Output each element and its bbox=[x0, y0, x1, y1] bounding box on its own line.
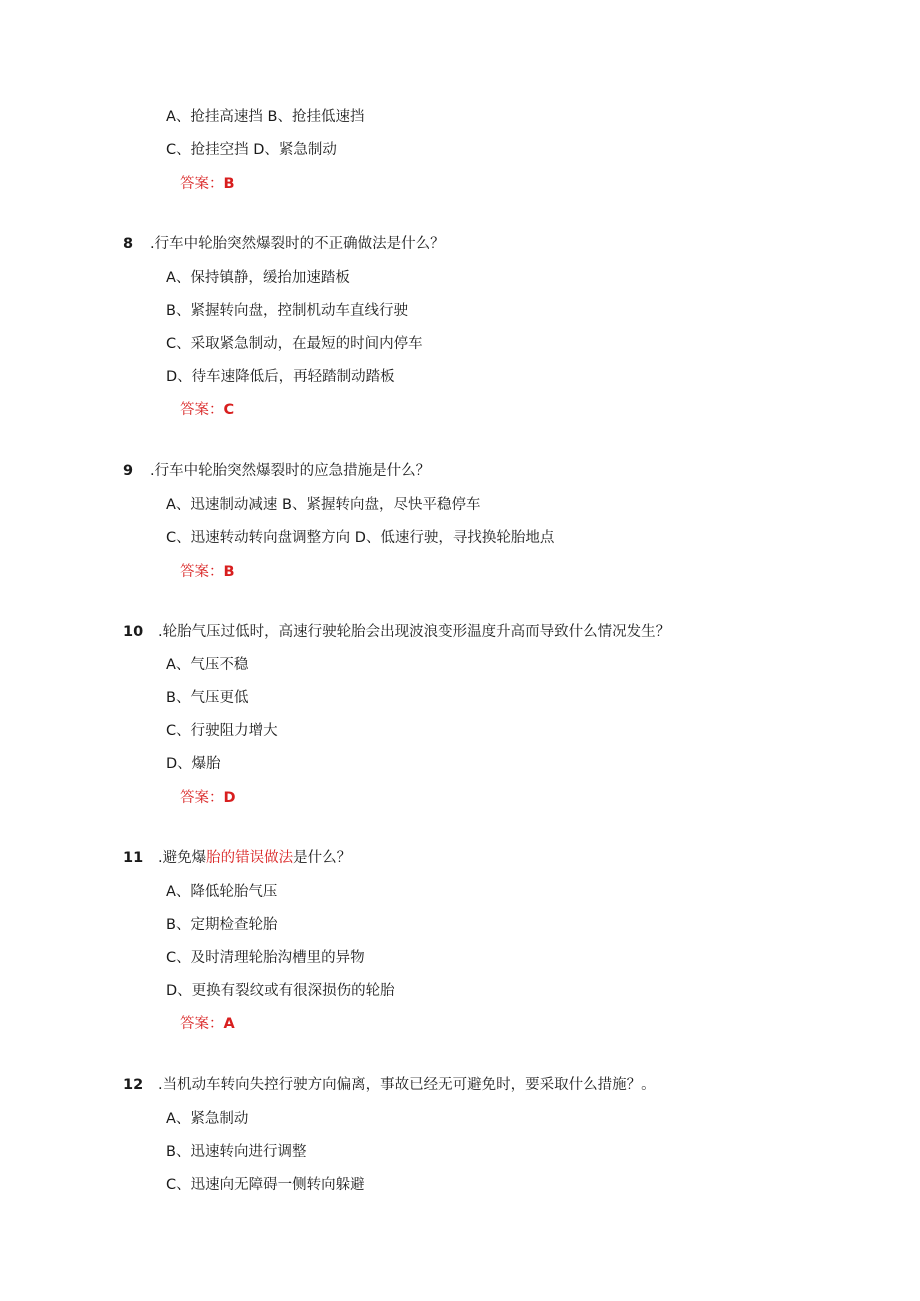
question-text-highlight: 胎的错误做法 bbox=[206, 850, 294, 866]
question-number: 8 bbox=[123, 236, 134, 252]
answer-label: 答案： bbox=[180, 1016, 224, 1032]
question-text: .行车中轮胎突然爆裂时的应急措施是什么？ bbox=[150, 463, 431, 479]
q11-option-a: A、降低轮胎气压 bbox=[166, 884, 278, 900]
q8-option-d: D、待车速降低后，再轻踏制动踏板 bbox=[166, 369, 395, 385]
question-number: 9 bbox=[123, 463, 134, 479]
q8-question bbox=[123, 234, 445, 254]
q11-option-c: C、及时清理轮胎沟槽里的异物 bbox=[166, 950, 365, 966]
q12-option-b: B、迅速转向进行调整 bbox=[166, 1144, 307, 1160]
question-text-end: 是什么？ bbox=[293, 850, 352, 866]
q10-option-a: A、气压不稳 bbox=[166, 657, 249, 673]
question-number: 12 bbox=[123, 1077, 144, 1093]
q11-option-b: B、定期检查轮胎 bbox=[166, 917, 278, 933]
q7-option-ab: A、抢挂高速挡 B、抢挂低速挡 bbox=[166, 109, 365, 125]
answer-value: B bbox=[223, 564, 235, 580]
q11-question bbox=[123, 848, 351, 868]
q7-option-cd: C、抢挂空挡 D、紧急制动 bbox=[166, 142, 337, 158]
q10-option-c: C、行驶阻力增大 bbox=[166, 723, 278, 739]
q12-option-c: C、迅速向无障碍一侧转向躲避 bbox=[166, 1177, 365, 1193]
question-text: .轮胎气压过低时，高速行驶轮胎会出现波浪变形温度升高而导致什么情况发生？ bbox=[158, 624, 671, 640]
q12-option-a: A、紧急制动 bbox=[166, 1111, 249, 1127]
q10-option-d: D、爆胎 bbox=[166, 756, 221, 772]
q11-option-d: D、更换有裂纹或有很深损伤的轮胎 bbox=[166, 983, 395, 999]
q7-answer bbox=[180, 174, 235, 194]
q11-answer bbox=[180, 1014, 235, 1034]
question-text: .当机动车转向失控行驶方向偏离，事故已经无可避免时，要采取什么措施？。 bbox=[158, 1077, 656, 1093]
answer-value: D bbox=[223, 790, 236, 806]
answer-value: B bbox=[223, 176, 235, 192]
q9-option-cd: C、迅速转动转向盘调整方向 D、低速行驶，寻找换轮胎地点 bbox=[166, 530, 555, 546]
question-text: .行车中轮胎突然爆裂时的不正确做法是什么？ bbox=[150, 236, 445, 252]
q9-answer bbox=[180, 562, 235, 582]
question-text-start: .避免爆 bbox=[158, 850, 207, 866]
answer-label: 答案： bbox=[180, 790, 224, 806]
q10-option-b: B、气压更低 bbox=[166, 690, 249, 706]
question-number: 11 bbox=[123, 850, 144, 866]
q9-question bbox=[123, 461, 430, 481]
q8-option-c: C、采取紧急制动，在最短的时间内停车 bbox=[166, 336, 423, 352]
answer-label: 答案： bbox=[180, 564, 224, 580]
q8-option-b: B、紧握转向盘，控制机动车直线行驶 bbox=[166, 303, 408, 319]
answer-value: A bbox=[223, 1016, 235, 1032]
q8-answer bbox=[180, 400, 234, 420]
answer-label: 答案： bbox=[180, 176, 224, 192]
q10-question bbox=[123, 622, 670, 642]
question-number: 10 bbox=[123, 624, 144, 640]
q12-question bbox=[123, 1075, 656, 1095]
q10-answer bbox=[180, 788, 236, 808]
q9-option-ab: A、迅速制动减速 B、紧握转向盘，尽快平稳停车 bbox=[166, 497, 481, 513]
answer-value: C bbox=[223, 402, 235, 418]
q8-option-a: A、保持镇静，缓抬加速踏板 bbox=[166, 270, 350, 286]
answer-label: 答案： bbox=[180, 402, 224, 418]
